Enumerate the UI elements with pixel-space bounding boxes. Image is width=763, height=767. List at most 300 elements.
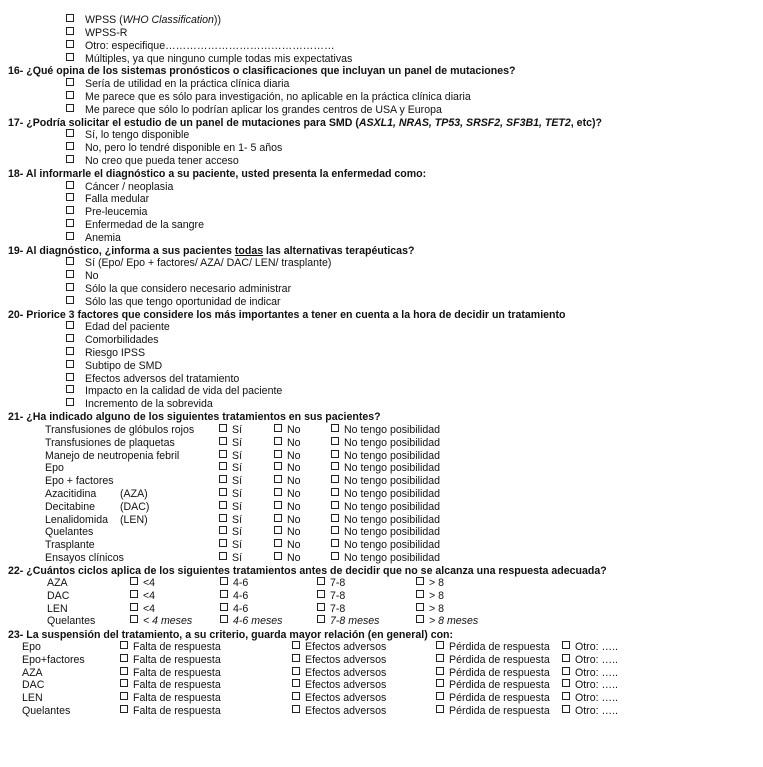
checkbox-icon[interactable] (66, 193, 74, 201)
cycles-label: > 8 (429, 589, 445, 602)
option-row[interactable] (66, 104, 442, 117)
option-label: Efectos adversos del tratamiento (85, 373, 240, 385)
answer-label: Sí (232, 526, 243, 539)
answer-label: Sí (232, 449, 243, 462)
checkbox-icon[interactable] (220, 603, 228, 611)
checkbox-icon[interactable] (66, 27, 74, 35)
checkbox-icon[interactable] (331, 462, 339, 470)
checkbox-icon[interactable] (292, 654, 300, 662)
checkbox-icon[interactable] (219, 462, 227, 470)
answer-cell[interactable] (331, 552, 440, 565)
answer-cell[interactable] (331, 475, 440, 488)
treatment-name: LEN (47, 602, 68, 615)
answer-cell[interactable] (331, 488, 440, 501)
option-row[interactable] (66, 91, 471, 104)
cycles-cell[interactable] (416, 603, 444, 616)
option-row[interactable] (66, 14, 221, 27)
cycles-label: 4-6 (233, 589, 249, 602)
checkbox-icon[interactable] (130, 603, 138, 611)
reason-cell[interactable] (562, 705, 618, 718)
cycles-cell[interactable] (416, 577, 444, 590)
answer-cell[interactable] (219, 526, 242, 539)
answer-cell[interactable] (219, 424, 242, 437)
treatment-name: AZA (22, 666, 43, 679)
checkbox-icon[interactable] (292, 679, 300, 687)
reason-cell[interactable] (562, 641, 618, 654)
option-row[interactable] (66, 334, 159, 347)
answer-label: No (287, 526, 301, 539)
treatment-abbreviation: (AZA) (120, 488, 148, 500)
checkbox-icon[interactable] (562, 667, 570, 675)
checkbox-icon[interactable] (274, 488, 282, 496)
cycles-cell[interactable] (220, 577, 248, 590)
option-row[interactable] (66, 385, 282, 398)
option-label: Incremento de la sobrevida (85, 398, 213, 410)
treatment-name: Epo (22, 641, 41, 653)
checkbox-icon[interactable] (120, 654, 128, 662)
reason-cell[interactable] (562, 654, 618, 667)
checkbox-icon[interactable] (562, 641, 570, 649)
checkbox-icon[interactable] (436, 705, 444, 713)
checkbox-icon[interactable] (220, 590, 228, 598)
option-label: Riesgo IPSS (85, 347, 146, 359)
reason-label: Pérdida de respuesta (449, 679, 550, 692)
checkbox-icon[interactable] (562, 679, 570, 687)
checkbox-icon[interactable] (66, 53, 74, 61)
reason-label: Pérdida de respuesta (449, 692, 550, 705)
checkbox-icon[interactable] (416, 615, 424, 623)
checkbox-icon[interactable] (436, 667, 444, 675)
checkbox-icon[interactable] (331, 514, 339, 522)
checkbox-icon[interactable] (274, 424, 282, 432)
answer-label: Sí (232, 513, 243, 526)
checkbox-icon[interactable] (66, 181, 74, 189)
answer-label: Sí (232, 462, 243, 475)
reason-label: Falta de respuesta (133, 692, 221, 705)
checkbox-icon[interactable] (219, 526, 227, 534)
cycles-cell[interactable] (416, 615, 478, 628)
answer-label: No (287, 424, 301, 436)
cycles-label: > 8 (429, 577, 445, 589)
reason-label: Pérdida de respuesta (449, 666, 550, 679)
cycles-cell[interactable] (317, 615, 379, 628)
checkbox-icon[interactable] (219, 552, 227, 560)
cycles-label: <4 (143, 602, 156, 615)
checkbox-icon[interactable] (274, 552, 282, 560)
reason-cell[interactable] (120, 705, 221, 718)
option-row[interactable] (66, 360, 162, 373)
cycles-label: < 4 meses (143, 615, 193, 628)
answer-cell[interactable] (331, 539, 440, 552)
checkbox-icon[interactable] (66, 142, 74, 150)
checkbox-icon[interactable] (219, 501, 227, 509)
checkbox-icon[interactable] (317, 603, 325, 611)
checkbox-icon[interactable] (331, 526, 339, 534)
option-row[interactable] (66, 232, 121, 245)
cycles-cell[interactable] (317, 577, 345, 590)
answer-cell[interactable] (331, 462, 440, 475)
answer-cell[interactable] (219, 514, 242, 527)
reason-cell[interactable] (120, 654, 221, 667)
answer-label: No (287, 436, 301, 449)
option-label-part: WPSS ( (85, 14, 123, 26)
option-label: No creo que pueda tener acceso (85, 155, 239, 167)
cycles-cell[interactable] (220, 615, 282, 628)
checkbox-icon[interactable] (274, 462, 282, 470)
cycles-label: 7-8 (330, 589, 346, 602)
checkbox-icon[interactable] (66, 257, 74, 265)
checkbox-icon[interactable] (66, 155, 74, 163)
answer-label: No tengo posibilidad (344, 436, 441, 449)
reason-cell[interactable] (292, 679, 386, 692)
reason-cell[interactable] (292, 705, 386, 718)
answer-label: No tengo posibilidad (344, 475, 441, 488)
option-row[interactable] (66, 398, 213, 411)
question-16-title: 16- ¿Qué opina de los sistemas pronósticos o clasificaciones que incluyan un panel de mutaciones? (8, 65, 516, 77)
checkbox-icon[interactable] (317, 590, 325, 598)
option-row[interactable] (66, 347, 145, 360)
reason-cell[interactable] (436, 692, 550, 705)
checkbox-icon[interactable] (66, 321, 74, 329)
checkbox-icon[interactable] (66, 129, 74, 137)
answer-label: No tengo posibilidad (344, 526, 441, 539)
checkbox-icon[interactable] (331, 539, 339, 547)
option-row[interactable] (66, 270, 99, 283)
option-row[interactable] (66, 296, 281, 309)
answer-label: Sí (232, 424, 243, 436)
reason-cell[interactable] (562, 667, 618, 680)
reason-cell[interactable] (436, 654, 550, 667)
answer-cell[interactable] (274, 488, 301, 501)
checkbox-icon[interactable] (562, 692, 570, 700)
answer-cell[interactable] (219, 501, 242, 514)
reason-cell[interactable] (120, 641, 221, 654)
cycles-cell[interactable] (317, 603, 345, 616)
option-label: Impacto en la calidad de vida del paciente (85, 385, 283, 397)
option-row[interactable] (66, 283, 291, 296)
treatment-name: Epo + factores (45, 475, 114, 488)
option-row[interactable] (66, 206, 147, 219)
checkbox-icon[interactable] (220, 577, 228, 585)
checkbox-icon[interactable] (66, 283, 74, 291)
option-label: No, pero lo tendré disponible en 1- 5 años (85, 142, 283, 154)
answer-cell[interactable] (331, 437, 440, 450)
checkbox-icon[interactable] (292, 692, 300, 700)
checkbox-icon[interactable] (562, 654, 570, 662)
reason-cell[interactable] (120, 692, 221, 705)
option-row[interactable] (66, 78, 289, 91)
option-label-part: Otro: especifique………………………………………… (85, 40, 335, 52)
option-row[interactable] (66, 257, 331, 270)
answer-label: No tengo posibilidad (344, 500, 441, 513)
reason-label: Pérdida de respuesta (449, 641, 550, 653)
answer-label: No (287, 539, 301, 552)
answer-cell[interactable] (274, 475, 301, 488)
checkbox-icon[interactable] (66, 219, 74, 227)
option-label: Sólo la que considero necesario administrar (85, 283, 292, 295)
cycles-label: 4-6 meses (233, 615, 283, 628)
answer-label: No (287, 552, 301, 564)
checkbox-icon[interactable] (66, 270, 74, 278)
answer-cell[interactable] (331, 501, 440, 514)
answer-label: No tengo posibilidad (344, 552, 441, 564)
checkbox-icon[interactable] (66, 78, 74, 86)
checkbox-icon[interactable] (416, 603, 424, 611)
cycles-label: > 8 (429, 602, 445, 615)
answer-cell[interactable] (274, 514, 301, 527)
checkbox-icon[interactable] (66, 373, 74, 381)
checkbox-icon[interactable] (120, 667, 128, 675)
reason-cell[interactable] (292, 654, 386, 667)
checkbox-icon[interactable] (66, 398, 74, 406)
answer-cell[interactable] (219, 488, 242, 501)
cycles-label: 7-8 (330, 602, 346, 615)
treatment-name: Quelantes (22, 705, 71, 717)
checkbox-icon[interactable] (331, 475, 339, 483)
treatment-name: Azacitidina (45, 488, 97, 500)
checkbox-icon[interactable] (274, 539, 282, 547)
checkbox-icon[interactable] (66, 385, 74, 393)
checkbox-icon[interactable] (274, 501, 282, 509)
cycles-label: 4-6 (233, 602, 249, 615)
option-label: Anemia (85, 232, 121, 244)
answer-cell[interactable] (219, 539, 242, 552)
checkbox-icon[interactable] (317, 615, 325, 623)
answer-label: No (287, 500, 301, 513)
checkbox-icon[interactable] (66, 14, 74, 22)
checkbox-icon[interactable] (130, 577, 138, 585)
answer-cell[interactable] (274, 526, 301, 539)
answer-cell[interactable] (331, 514, 440, 527)
checkbox-icon[interactable] (66, 347, 74, 355)
answer-label: Sí (232, 488, 243, 500)
checkbox-icon[interactable] (66, 104, 74, 112)
treatment-name: AZA (47, 577, 68, 589)
option-row[interactable] (66, 321, 170, 334)
option-row[interactable] (66, 40, 335, 53)
answer-cell[interactable] (274, 552, 301, 565)
reason-cell[interactable] (292, 641, 386, 654)
checkbox-icon[interactable] (331, 552, 339, 560)
checkbox-icon[interactable] (416, 590, 424, 598)
answer-cell[interactable] (274, 437, 301, 450)
checkbox-icon[interactable] (66, 360, 74, 368)
checkbox-icon[interactable] (292, 641, 300, 649)
checkbox-icon[interactable] (436, 641, 444, 649)
cycles-cell[interactable] (317, 590, 345, 603)
reason-label: Efectos adversos (305, 679, 387, 692)
reason-label: Falta de respuesta (133, 653, 221, 666)
answer-label: Sí (232, 436, 243, 449)
checkbox-icon[interactable] (274, 475, 282, 483)
option-label: Sí (Epo/ Epo + factores/ AZA/ DAC/ LEN/ trasplante) (85, 257, 332, 269)
checkbox-icon[interactable] (130, 590, 138, 598)
answer-cell[interactable] (274, 501, 301, 514)
checkbox-icon[interactable] (292, 705, 300, 713)
reason-label: Falta de respuesta (133, 679, 221, 692)
reason-cell[interactable] (436, 679, 550, 692)
checkbox-icon[interactable] (66, 91, 74, 99)
reason-cell[interactable] (120, 667, 221, 680)
checkbox-icon[interactable] (219, 514, 227, 522)
checkbox-icon[interactable] (562, 705, 570, 713)
treatment-name: Ensayos clínicos (45, 552, 124, 564)
cycles-cell[interactable] (220, 590, 248, 603)
answer-cell[interactable] (219, 552, 242, 565)
cycles-cell[interactable] (416, 590, 444, 603)
treatment-name: Quelantes (45, 526, 94, 539)
cycles-cell[interactable] (130, 577, 155, 590)
reason-label: Otro: ….. (575, 705, 618, 717)
answer-label: No (287, 513, 301, 526)
option-row[interactable] (66, 129, 189, 142)
cycles-label: 4-6 (233, 577, 249, 589)
reason-label: Efectos adversos (305, 692, 387, 705)
question-19-title-part: 19- Al diagnóstico, ¿informa a sus pacientes (8, 245, 235, 257)
checkbox-icon[interactable] (436, 679, 444, 687)
reason-label: Otro: ….. (575, 679, 618, 692)
treatment-name: LEN (22, 692, 43, 705)
reason-cell[interactable] (436, 641, 550, 654)
checkbox-icon[interactable] (331, 424, 339, 432)
reason-cell[interactable] (292, 667, 386, 680)
option-label: Sí, lo tengo disponible (85, 129, 190, 141)
checkbox-icon[interactable] (219, 475, 227, 483)
checkbox-icon[interactable] (219, 437, 227, 445)
option-label: No (85, 270, 99, 282)
checkbox-icon[interactable] (120, 705, 128, 713)
reason-cell[interactable] (562, 679, 618, 692)
cycles-cell[interactable] (130, 615, 192, 628)
question-22-title: 22- ¿Cuántos ciclos aplica de los siguientes tratamientos antes de decidir que no se alcanza una respuesta adecuada? (8, 565, 607, 577)
checkbox-icon[interactable] (331, 450, 339, 458)
reason-label: Efectos adversos (305, 641, 387, 653)
cycles-cell[interactable] (220, 603, 248, 616)
checkbox-icon[interactable] (292, 667, 300, 675)
checkbox-icon[interactable] (219, 488, 227, 496)
checkbox-icon[interactable] (66, 334, 74, 342)
answer-label: No tengo posibilidad (344, 513, 441, 526)
cycles-label: > 8 meses (429, 615, 479, 628)
answer-label: Sí (232, 539, 243, 552)
checkbox-icon[interactable] (66, 206, 74, 214)
reason-label: Pérdida de respuesta (449, 653, 550, 666)
answer-cell[interactable] (331, 424, 440, 437)
treatment-name: Transfusiones de plaquetas (45, 436, 175, 449)
reason-label: Otro: ….. (575, 692, 618, 705)
answer-cell[interactable] (219, 450, 242, 463)
reason-cell[interactable] (292, 692, 386, 705)
reason-cell[interactable] (436, 667, 550, 680)
checkbox-icon[interactable] (66, 40, 74, 48)
answer-cell[interactable] (219, 462, 242, 475)
question-18-title: 18- Al informarle el diagnóstico a su paciente, usted presenta la enfermedad como: (8, 168, 427, 180)
option-label: Cáncer / neoplasia (85, 181, 174, 193)
treatment-name: Epo+factores (22, 653, 85, 666)
cycles-label: 7-8 (330, 577, 346, 589)
treatment-name: Decitabine (45, 500, 96, 513)
cycles-label: 7-8 meses (330, 615, 380, 628)
question-20-title: 20- Priorice 3 factores que considere los más importantes a tener en cuenta a la hora de decidir un tratamiento (8, 309, 566, 321)
checkbox-icon[interactable] (331, 437, 339, 445)
reason-label: Efectos adversos (305, 653, 387, 666)
option-label: Pre-leucemia (85, 206, 148, 218)
answer-label: No tengo posibilidad (344, 488, 441, 500)
answer-cell[interactable] (219, 437, 242, 450)
checkbox-icon[interactable] (331, 501, 339, 509)
treatment-name: DAC (22, 679, 45, 692)
answer-label: No tengo posibilidad (344, 449, 441, 462)
cycles-cell[interactable] (130, 590, 155, 603)
checkbox-icon[interactable] (436, 654, 444, 662)
cycles-label: <4 (143, 577, 156, 589)
checkbox-icon[interactable] (120, 641, 128, 649)
checkbox-icon[interactable] (274, 437, 282, 445)
checkbox-icon[interactable] (120, 692, 128, 700)
option-label: Subtipo de SMD (85, 360, 163, 372)
option-label: Edad del paciente (85, 321, 170, 333)
checkbox-icon[interactable] (274, 450, 282, 458)
treatment-name: Transfusiones de glóbulos rojos (45, 424, 195, 436)
checkbox-icon[interactable] (219, 450, 227, 458)
question-23-title: 23- La suspensión del tratamiento, a su criterio, guarda mayor relación (en general) con: (8, 629, 454, 641)
treatment-abbreviation: (LEN) (120, 513, 148, 526)
checkbox-icon[interactable] (66, 232, 74, 240)
checkbox-icon[interactable] (219, 424, 227, 432)
treatment-abbreviation: (DAC) (120, 500, 150, 513)
option-row[interactable] (66, 142, 282, 155)
answer-cell[interactable] (274, 424, 301, 437)
answer-cell[interactable] (219, 475, 242, 488)
checkbox-icon[interactable] (274, 514, 282, 522)
answer-cell[interactable] (274, 462, 301, 475)
question-21-title: 21- ¿Ha indicado alguno de los siguientes tratamientos en sus pacientes? (8, 411, 381, 423)
option-row[interactable] (66, 27, 127, 40)
answer-label: No tengo posibilidad (344, 539, 441, 552)
option-row[interactable] (66, 219, 204, 232)
reason-cell[interactable] (562, 692, 618, 705)
checkbox-icon[interactable] (274, 526, 282, 534)
checkbox-icon[interactable] (436, 692, 444, 700)
checkbox-icon[interactable] (317, 577, 325, 585)
reason-label: Otro: ….. (575, 666, 618, 679)
option-label: Comorbilidades (85, 334, 159, 346)
reason-cell[interactable] (436, 705, 550, 718)
answer-cell[interactable] (331, 450, 440, 463)
treatment-name: Epo (45, 462, 64, 475)
option-row[interactable] (66, 155, 239, 168)
answer-label: No (287, 449, 301, 462)
checkbox-icon[interactable] (331, 488, 339, 496)
answer-cell[interactable] (274, 539, 301, 552)
reason-cell[interactable] (120, 679, 221, 692)
checkbox-icon[interactable] (219, 539, 227, 547)
answer-cell[interactable] (331, 526, 440, 539)
question-19-title-part: las alternativas terapéuticas? (263, 245, 415, 257)
checkbox-icon[interactable] (130, 615, 138, 623)
checkbox-icon[interactable] (416, 577, 424, 585)
checkbox-icon[interactable] (220, 615, 228, 623)
answer-cell[interactable] (274, 450, 301, 463)
checkbox-icon[interactable] (120, 679, 128, 687)
cycles-label: <4 (143, 589, 156, 602)
option-row[interactable] (66, 193, 149, 206)
checkbox-icon[interactable] (66, 296, 74, 304)
treatment-name: DAC (47, 589, 70, 602)
treatment-name: Quelantes (47, 615, 96, 628)
cycles-cell[interactable] (130, 603, 155, 616)
option-label-part: Múltiples, ya que ninguno cumple todas mis expectativas (85, 53, 353, 65)
